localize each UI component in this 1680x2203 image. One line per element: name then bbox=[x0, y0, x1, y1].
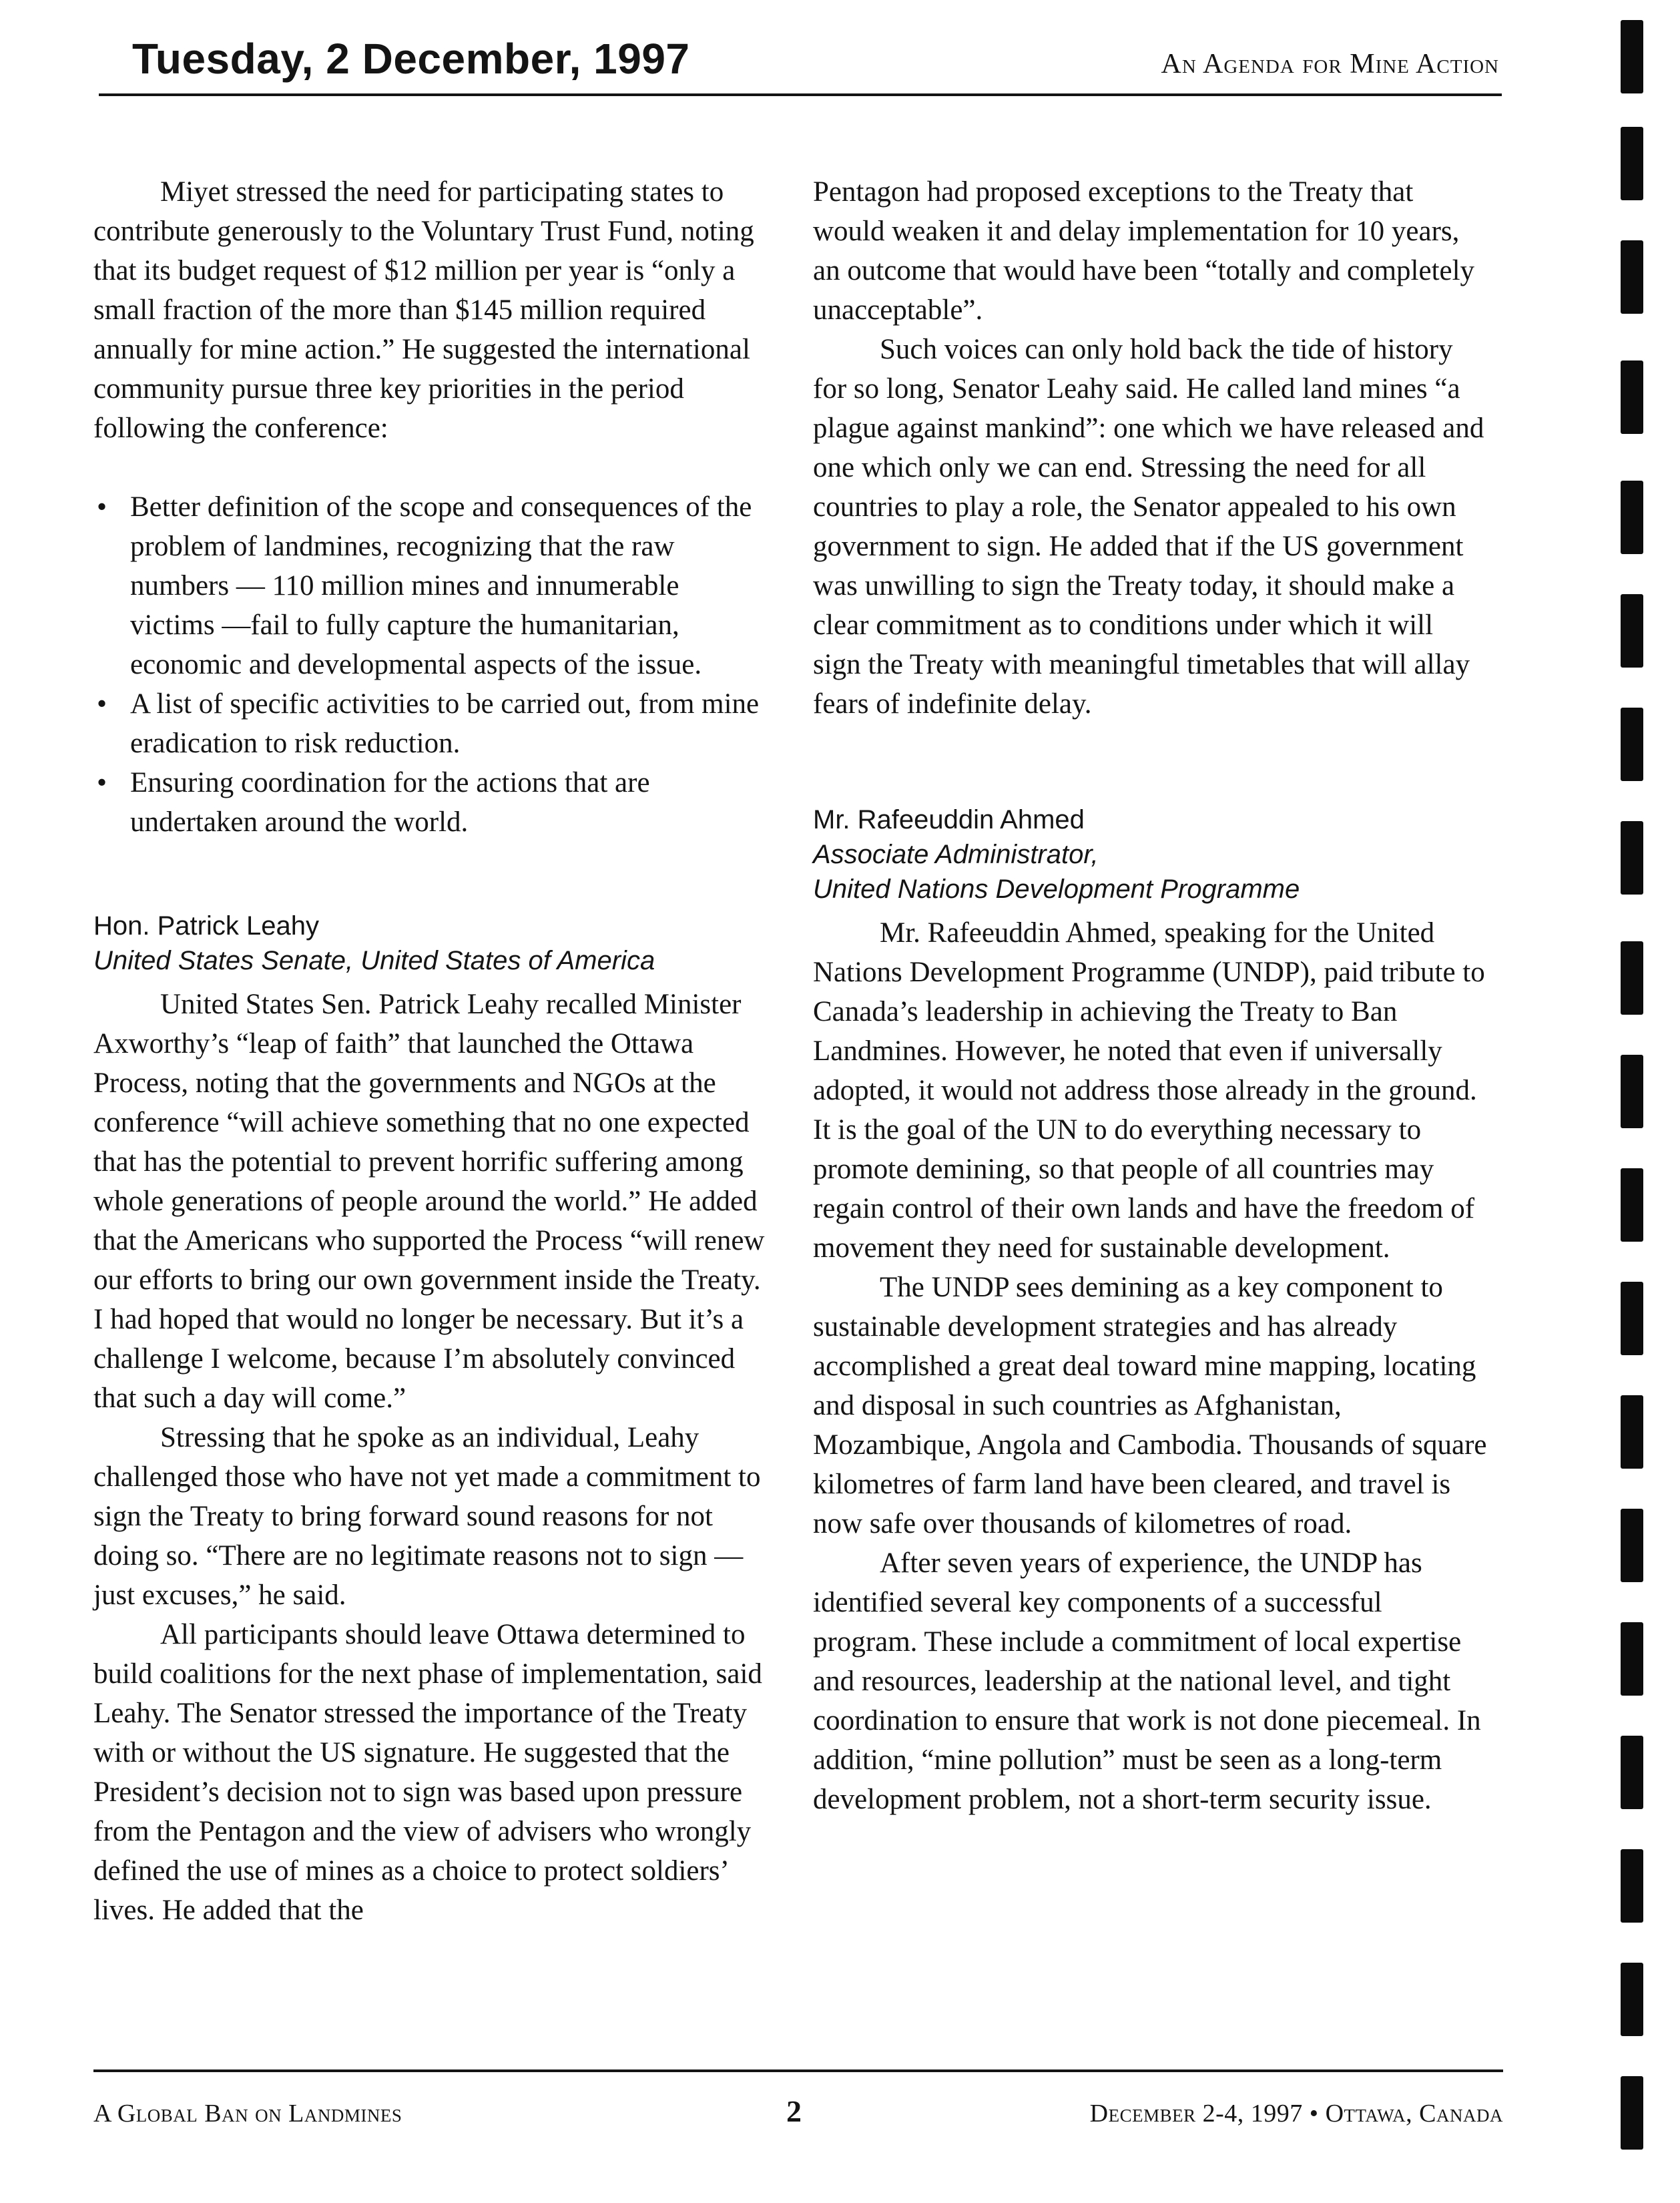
left-column bbox=[93, 172, 768, 1930]
body-paragraph: Such voices can only hold back the tide of history for so long, Senator Leahy said. He called land mines “a plague against mankind”: one which we have released and one which only we can end. Stressing the need for all countries to play a role, the Senator appealed to his own government to sign. He added that if the US government was unwilling to sign the Treaty today, it should make a clear commitment as to conditions under which it will sign the Treaty with meaningful timetables that will allay fears of indefinite delay. bbox=[813, 334, 1484, 720]
body-paragraph: Stressing that he spoke as an individual, Leahy challenged those who have not yet made a commitment to sign the Treaty to bring forward sound reasons for not doing so. “There are no legitimate reasons not to sign — just excuses,” he said. bbox=[93, 1422, 761, 1611]
list-item-text: Better definition of the scope and consequences of the problem of landmines, recognizing that the raw numbers — 110 million mines and innumerable victims —fail to fully capture the humanitarian, economic and developmental aspects of the issue. bbox=[130, 491, 752, 680]
page-header bbox=[99, 32, 1500, 99]
edge-mark bbox=[1621, 708, 1643, 781]
speaker-title: Associate Administrator, bbox=[813, 840, 1099, 869]
edge-mark bbox=[1621, 594, 1643, 668]
speaker-block-leahy bbox=[93, 909, 768, 978]
edge-mark bbox=[1621, 1849, 1643, 1923]
priority-list bbox=[93, 487, 768, 842]
edge-mark bbox=[1621, 1736, 1643, 1809]
bullet-icon: • bbox=[97, 688, 107, 720]
list-item bbox=[93, 684, 768, 763]
speaker-name: Mr. Rafeeuddin Ahmed bbox=[813, 805, 1085, 834]
page-footer bbox=[93, 2069, 1503, 2128]
speaker-title: United Nations Development Programme bbox=[813, 875, 1300, 904]
header-title: An Agenda for Mine Action bbox=[1161, 49, 1499, 79]
body-paragraph: After seven years of experience, the UNDP has identified several key components of a successful program. These include a commitment of local expertise and resources, leadership at the national level, and tight coordination to ensure that work is not done piecemeal. In addition, “mine pollution” must be seen as a long-term development problem, not a short-term security issue. bbox=[813, 1547, 1481, 1815]
speaker-name: Hon. Patrick Leahy bbox=[93, 911, 319, 941]
edge-mark bbox=[1621, 1622, 1643, 1696]
header-rule bbox=[99, 93, 1502, 96]
body-paragraph: Pentagon had proposed exceptions to the Treaty that would weaken it and delay implementation for 10 years, an outcome that would have been “totally and completely unacceptable”. bbox=[813, 176, 1475, 326]
edge-mark bbox=[1621, 20, 1643, 93]
bullet-icon: • bbox=[97, 767, 107, 798]
speaker-block-ahmed bbox=[813, 802, 1487, 907]
body-paragraph: United States Sen. Patrick Leahy recalled Minister Axworthy’s “leap of faith” that launched the Ottawa Process, noting that the governments and NGOs at the conference “will achieve something that no one expected that has the potential to prevent horrific suffering among whole generations of people around the world.” He added that the Americans who supported the Process “will renew our efforts to bring our own government inside the Treaty. I had hoped that would no longer be necessary. But it’s a challenge I welcome, because I’m absolutely convinced that such a day will come.” bbox=[93, 989, 765, 1414]
edge-mark bbox=[1621, 481, 1643, 554]
edge-mark bbox=[1621, 127, 1643, 200]
footer-event: December 2-4, 1997 • Ottawa, Canada bbox=[1089, 2100, 1503, 2128]
intro-paragraph: Miyet stressed the need for participating states to contribute generously to the Voluntary Trust Fund, noting that its budget request of $12 million per year is “only a small fraction of the more than $145 million required annually for mine action.” He suggested the international community pursue three key priorities in the period following the conference: bbox=[93, 176, 754, 444]
edge-mark bbox=[1621, 240, 1643, 314]
header-date: Tuesday, 2 December, 1997 bbox=[132, 35, 690, 83]
body-paragraph: All participants should leave Ottawa determined to build coalitions for the next phase of implementation, said Leahy. The Senator stressed the importance of the Treaty with or without the US signature. He suggested that the President’s decision not to sign was based upon pressure from the Pentagon and the view of advisers who wrongly defined the use of mines as a choice to protect soldiers’ lives. He added that the bbox=[93, 1619, 762, 1926]
edge-mark bbox=[1621, 821, 1643, 895]
edge-mark bbox=[1621, 360, 1643, 434]
list-item-text: A list of specific activities to be carried out, from mine eradication to risk reduction. bbox=[130, 688, 760, 759]
edge-mark bbox=[1621, 1282, 1643, 1355]
edge-mark bbox=[1621, 1168, 1643, 1242]
list-item bbox=[93, 763, 768, 842]
edge-mark bbox=[1621, 941, 1643, 1015]
right-column bbox=[813, 172, 1487, 1819]
edge-mark bbox=[1621, 1963, 1643, 2036]
edge-mark bbox=[1621, 2076, 1643, 2150]
bullet-icon: • bbox=[97, 491, 107, 523]
edge-mark bbox=[1621, 1509, 1643, 1582]
binder-edge-marks bbox=[1615, 0, 1662, 2203]
body-paragraph: Mr. Rafeeuddin Ahmed, speaking for the United Nations Development Programme (UNDP), paid tribute to Canada’s leadership in achieving the Treaty to Ban Landmines. However, he noted that even if universally adopted, it would not address those already in the ground. It is the goal of the UN to do everything necessary to promote demining, so that people of all countries may regain control of their own lands and have the freedom of movement they need for sustainable development. bbox=[813, 917, 1485, 1264]
page-number: 2 bbox=[786, 2094, 802, 2128]
speaker-title: United States Senate, United States of America bbox=[93, 946, 655, 975]
list-item-text: Ensuring coordination for the actions that are undertaken around the world. bbox=[130, 767, 650, 838]
edge-mark bbox=[1621, 1055, 1643, 1128]
body-paragraph: The UNDP sees demining as a key component to sustainable development strategies and has already accomplished a great deal toward mine mapping, locating and disposal in such countries as Afghanistan, Mozambique, Angola and Cambodia. Thousands of square kilometres of farm land have been cleared, and travel is now safe over thousands of kilometres of road. bbox=[813, 1272, 1487, 1539]
edge-mark bbox=[1621, 1395, 1643, 1469]
list-item bbox=[93, 487, 768, 684]
footer-publication: A Global Ban on Landmines bbox=[93, 2100, 402, 2128]
